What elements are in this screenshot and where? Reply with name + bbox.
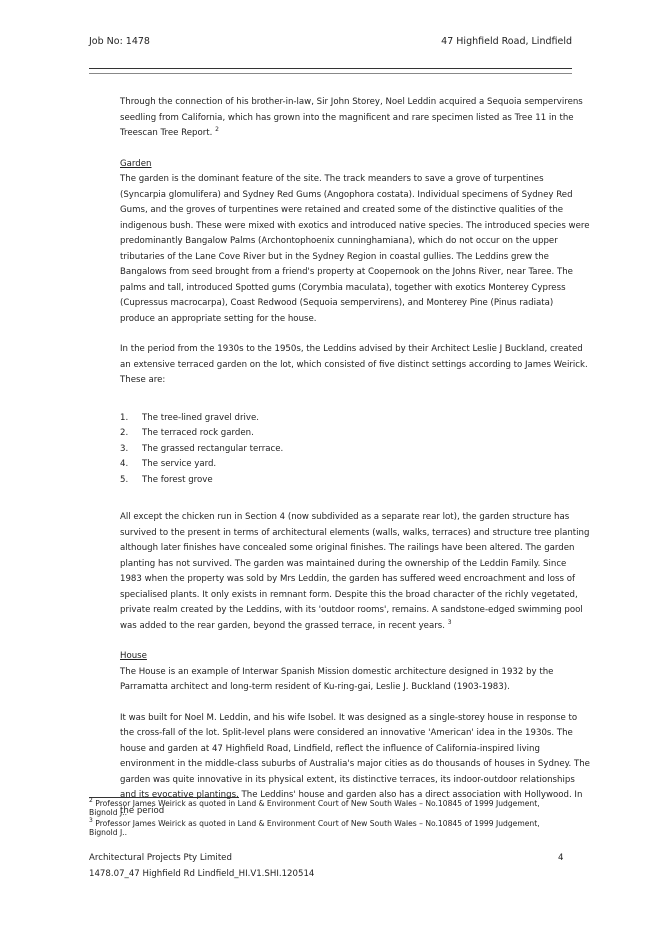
list-item-text: The tree-lined gravel drive.	[142, 412, 260, 423]
house-paragraph: The House is an example of Interwar Spanish Mission domestic architecture designed in 1932 by the Parramatta architect and long-term resident of Ku-ring-gai, Leslie J. Buckland (1903-1983).	[120, 666, 554, 692]
period-paragraph: In the period from the 1930s to the 1950s, the Leddins advised by their Architect Leslie J Buckland, created an extensive terraced garden on the lot, which consisted of five distinct settings according to James Weirick. These are:	[120, 344, 588, 385]
list-item	[120, 457, 590, 473]
list-item-number: 3.	[120, 443, 129, 454]
garden-paragraph: The garden is the dominant feature of the site. The track meanders to save a grove of turpentines (Syncarpia glomulifera) and Sydney Red Gums (Angophora costata). Individual specimens of Sydney Red Gums, and the groves of turpentines were retained and created some of the distinctive qualities of the indigenous bush. These were mixed with exotics and introduced native species. The introduced species were predominantly Bangalow Palms (Archontophoenix cunninghamiana), which do not occur on the upper tributaries of the Lane Cove River but in the Sydney Region in coastal gullies. The Leddins grew the Bangalows from seed brought from a friend's property at Coopernook on the Johns River, near Taree. The palms and tall, introduced Spotted gums (Corymbia maculata), together with exotics Monterey Cypress (Cupressus macrocarpa), Coast Redwood (Sequoia sempervirens), and Monterey Pine (Pinus radiata) produce an appropriate setting for the house.	[120, 174, 590, 324]
header-rule	[89, 68, 572, 69]
footer-company: Architectural Projects Pty Limited	[89, 853, 232, 863]
footnote-ref-2[interactable]: 2	[215, 126, 219, 133]
built-paragraph: It was built for Noel M. Leddin, and his wife Isobel. It was designed as a single-storey house in response to the cross-fall of the lot. Split-level plans were considered an innovative 'American' idea in the 1930s. The house and garden at 47 Highfield Road, Lindfield, reflect the influence of California-inspired living environment in the middle-class suburbs of Australia's major cities as do thousands of houses in Sydney. The garden was quite innovative in its physical extent, its distinctive terraces, its indoor-outdoor relationships and its evocative plantings. The Leddins' house and garden also has a direct association with Hollywood. In the period	[120, 712, 590, 816]
list-item-number: 5.	[120, 474, 129, 485]
survival-paragraph: All except the chicken run in Section 4 (now subdivided as a separate rear lot), the garden structure has survived to the present in terms of architectural elements (walls, walks, terraces) and structure tree planting although later finishes have concealed some original finishes. The railings have been altered. The garden planting has not survived. The garden was maintained during the ownership of the Leddin Family. Since 1983 when the property was sold by Mrs Leddin, the garden has suffered weed encroachment and loss of specialised plants. It only exists in remnant form. Despite this the broad character of the richly vegetated, private realm created by the Leddins, with its 'outdoor rooms', remains. A sandstone-edged swimming pool was added to the rear garden, beyond the grassed terrace, in recent years. $^3$	[120, 512, 590, 631]
header-rule-secondary	[89, 73, 572, 74]
footnote-rule	[89, 797, 239, 798]
list-item-text: The service yard.	[142, 459, 217, 469]
list-item	[120, 442, 590, 458]
list-item-text: The grassed rectangular terrace.	[142, 443, 284, 454]
page-number: 4	[558, 853, 564, 863]
list-item-number: 1.	[120, 412, 129, 423]
body-text	[120, 95, 590, 819]
intro-paragraph: Through the connection of his brother-in-law, Sir John Storey, Noel Leddin acquired a Sequoia sempervirens seedling from California, which has grown into the magnificent and rare specimen listed as Tree 11 in the Treescan Tree Report. $^2$	[120, 97, 583, 138]
list-item-number: 4.	[120, 459, 129, 469]
list-item	[120, 411, 590, 427]
footnotes	[89, 799, 559, 839]
list-item	[120, 473, 590, 489]
footer-file-reference: 1478.07_47 Highfield Rd Lindfield_HI.V1.SHI.120514	[89, 869, 315, 879]
house-heading: House	[120, 651, 147, 661]
list-item-text: The terraced rock garden.	[142, 428, 254, 438]
header-address: 47 Highfield Road, Lindfield	[441, 36, 572, 47]
footnote-ref-3[interactable]: 3	[447, 618, 452, 626]
list-item-text: The forest grove	[142, 474, 213, 485]
list-item	[120, 426, 590, 442]
list-item-number: 2.	[120, 428, 129, 438]
garden-settings-list	[120, 411, 590, 489]
footnote: $^2$ Professor James Weirick as quoted in Land & Environment Court of New South Wales – No.10845 of 1999 Judgement, Bignold J..	[89, 797, 540, 817]
job-number: Job No: 1478	[89, 36, 150, 47]
footnote: $^3$ Professor James Weirick as quoted in Land & Environment Court of New South Wales – No.10845 of 1999 Judgement, Bignold J..	[89, 817, 540, 837]
garden-heading: Garden	[120, 158, 152, 169]
